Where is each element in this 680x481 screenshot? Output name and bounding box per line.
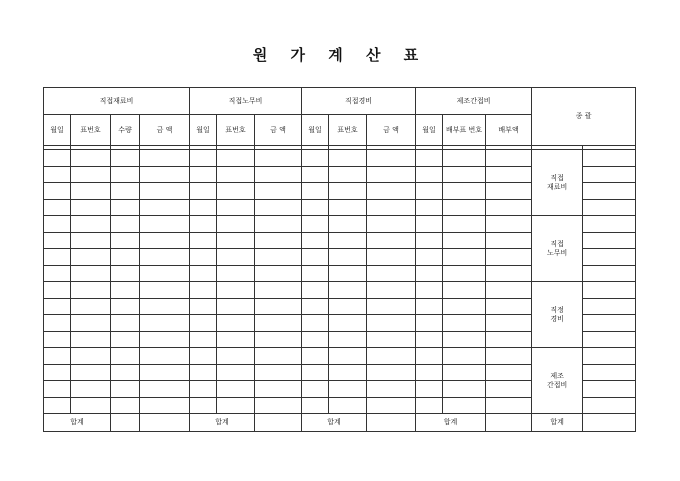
summary-amount-cell[interactable] (583, 348, 636, 365)
ledger-cell[interactable] (140, 249, 190, 266)
summary-amount-cell[interactable] (583, 216, 636, 233)
ledger-cell[interactable] (416, 183, 443, 200)
ledger-cell[interactable] (111, 397, 140, 414)
ledger-cell[interactable] (443, 282, 486, 299)
ledger-cell[interactable] (486, 381, 532, 398)
ledger-cell[interactable] (416, 150, 443, 167)
ledger-cell[interactable] (486, 364, 532, 381)
ledger-cell[interactable] (44, 331, 71, 348)
ledger-cell[interactable] (329, 265, 367, 282)
ledger-cell[interactable] (416, 166, 443, 183)
ledger-cell[interactable] (416, 249, 443, 266)
total-label: 합계 (190, 414, 255, 432)
summary-amount-cell[interactable] (583, 315, 636, 332)
ledger-cell[interactable] (190, 265, 217, 282)
col-header-date: 월일 (302, 115, 329, 146)
ledger-cell[interactable] (443, 315, 486, 332)
ledger-cell[interactable] (190, 166, 217, 183)
summary-category-label (532, 150, 583, 216)
ledger-cell[interactable] (190, 150, 217, 167)
ledger-cell[interactable] (443, 348, 486, 365)
total-amount-cell[interactable] (140, 414, 190, 432)
ledger-cell[interactable] (217, 315, 255, 332)
ledger-cell[interactable] (217, 199, 255, 216)
ledger-cell[interactable] (302, 232, 329, 249)
ledger-row (44, 150, 636, 167)
ledger-cell[interactable] (140, 166, 190, 183)
total-amount-cell[interactable] (255, 414, 302, 432)
ledger-cell[interactable] (486, 348, 532, 365)
ledger-cell[interactable] (111, 364, 140, 381)
ledger-cell[interactable] (111, 199, 140, 216)
ledger-cell[interactable] (367, 381, 416, 398)
ledger-cell[interactable] (367, 216, 416, 233)
ledger-cell[interactable] (140, 282, 190, 299)
ledger-cell[interactable] (329, 364, 367, 381)
ledger-cell[interactable] (217, 298, 255, 315)
ledger-cell[interactable] (44, 216, 71, 233)
ledger-cell[interactable] (255, 150, 302, 167)
ledger-cell[interactable] (486, 282, 532, 299)
ledger-cell[interactable] (255, 397, 302, 414)
ledger-cell[interactable] (302, 265, 329, 282)
ledger-cell[interactable] (111, 150, 140, 167)
ledger-cell[interactable] (443, 298, 486, 315)
ledger-cell[interactable] (111, 331, 140, 348)
ledger-cell[interactable] (416, 265, 443, 282)
ledger-cell[interactable] (443, 381, 486, 398)
ledger-cell[interactable] (71, 397, 111, 414)
ledger-cell[interactable] (255, 249, 302, 266)
ledger-cell[interactable] (443, 397, 486, 414)
ledger-cell[interactable] (255, 265, 302, 282)
ledger-cell[interactable] (302, 183, 329, 200)
ledger-cell[interactable] (44, 282, 71, 299)
ledger-cell[interactable] (255, 298, 302, 315)
ledger-cell[interactable] (486, 315, 532, 332)
ledger-cell[interactable] (217, 381, 255, 398)
col-header-doc-no: 표번호 (217, 115, 255, 146)
ledger-cell[interactable] (329, 150, 367, 167)
ledger-cell[interactable] (44, 249, 71, 266)
ledger-cell[interactable] (255, 166, 302, 183)
summary-amount-cell[interactable] (583, 150, 636, 167)
group-labor: 직접노무비 (190, 88, 302, 115)
ledger-cell[interactable] (44, 348, 71, 365)
ledger-cell[interactable] (71, 381, 111, 398)
ledger-cell[interactable] (416, 216, 443, 233)
ledger-cell[interactable] (329, 381, 367, 398)
ledger-cell[interactable] (367, 166, 416, 183)
ledger-cell[interactable] (255, 348, 302, 365)
ledger-cell[interactable] (44, 232, 71, 249)
ledger-cell[interactable] (367, 298, 416, 315)
ledger-cell[interactable] (416, 348, 443, 365)
ledger-cell[interactable] (44, 315, 71, 332)
ledger-row (44, 216, 636, 233)
ledger-cell[interactable] (329, 216, 367, 233)
ledger-cell[interactable] (367, 348, 416, 365)
total-row (44, 414, 636, 432)
ledger-cell[interactable] (302, 397, 329, 414)
ledger-cell[interactable] (71, 331, 111, 348)
total-amount-cell[interactable] (111, 414, 140, 432)
ledger-cell[interactable] (190, 315, 217, 332)
ledger-cell[interactable] (71, 315, 111, 332)
ledger-cell[interactable] (367, 150, 416, 167)
ledger-cell[interactable] (329, 348, 367, 365)
ledger-cell[interactable] (486, 249, 532, 266)
ledger-cell[interactable] (443, 216, 486, 233)
ledger-cell[interactable] (486, 265, 532, 282)
ledger-cell[interactable] (71, 348, 111, 365)
ledger-cell[interactable] (416, 331, 443, 348)
ledger-cell[interactable] (217, 265, 255, 282)
ledger-cell[interactable] (255, 364, 302, 381)
ledger-cell[interactable] (217, 364, 255, 381)
ledger-cell[interactable] (486, 298, 532, 315)
summary-amount-cell[interactable] (583, 331, 636, 348)
ledger-cell[interactable] (71, 249, 111, 266)
ledger-cell[interactable] (190, 381, 217, 398)
summary-category-label (532, 348, 583, 414)
col-header-date: 월일 (416, 115, 443, 146)
ledger-cell[interactable] (44, 150, 71, 167)
summary-amount-cell[interactable] (583, 381, 636, 398)
summary-label-line2: 노무비 (546, 248, 568, 257)
ledger-cell[interactable] (190, 249, 217, 266)
summary-amount-cell[interactable] (583, 199, 636, 216)
ledger-cell[interactable] (44, 364, 71, 381)
ledger-cell[interactable] (443, 183, 486, 200)
ledger-cell[interactable] (302, 348, 329, 365)
group-header-row (44, 88, 636, 115)
ledger-cell[interactable] (140, 265, 190, 282)
summary-amount-cell[interactable] (583, 166, 636, 183)
ledger-cell[interactable] (329, 298, 367, 315)
summary-label-line1: 제조 (550, 371, 564, 380)
ledger-cell[interactable] (71, 166, 111, 183)
total-label: 합계 (532, 414, 583, 432)
summary-amount-cell[interactable] (583, 298, 636, 315)
ledger-cell[interactable] (302, 166, 329, 183)
ledger-cell[interactable] (329, 199, 367, 216)
group-expense: 직접경비 (302, 88, 416, 115)
ledger-cell[interactable] (44, 183, 71, 200)
ledger-cell[interactable] (71, 265, 111, 282)
ledger-cell[interactable] (302, 381, 329, 398)
ledger-cell[interactable] (486, 199, 532, 216)
ledger-cell[interactable] (217, 216, 255, 233)
ledger-cell[interactable] (44, 199, 71, 216)
ledger-cell[interactable] (416, 199, 443, 216)
ledger-cell[interactable] (302, 199, 329, 216)
cost-ledger-table (43, 87, 636, 432)
col-header-date: 월일 (190, 115, 217, 146)
summary-amount-cell[interactable] (583, 397, 636, 414)
ledger-cell[interactable] (217, 249, 255, 266)
ledger-cell[interactable] (190, 199, 217, 216)
ledger-cell[interactable] (111, 348, 140, 365)
ledger-cell[interactable] (111, 166, 140, 183)
ledger-cell[interactable] (443, 249, 486, 266)
ledger-cell[interactable] (486, 232, 532, 249)
ledger-cell[interactable] (217, 166, 255, 183)
ledger-cell[interactable] (443, 199, 486, 216)
ledger-cell[interactable] (367, 397, 416, 414)
ledger-cell[interactable] (71, 150, 111, 167)
ledger-cell[interactable] (140, 348, 190, 365)
total-amount-cell[interactable] (486, 414, 532, 432)
ledger-cell[interactable] (140, 199, 190, 216)
ledger-cell[interactable] (367, 331, 416, 348)
ledger-cell[interactable] (111, 381, 140, 398)
ledger-cell[interactable] (111, 249, 140, 266)
col-header-alloc-doc-no: 배부표 번호 (443, 115, 486, 146)
ledger-cell[interactable] (367, 315, 416, 332)
col-header-doc-no: 표번호 (71, 115, 111, 146)
ledger-cell[interactable] (302, 282, 329, 299)
ledger-cell[interactable] (329, 183, 367, 200)
ledger-cell[interactable] (416, 232, 443, 249)
ledger-cell[interactable] (190, 397, 217, 414)
total-label: 합계 (44, 414, 111, 432)
ledger-cell[interactable] (140, 150, 190, 167)
ledger-cell[interactable] (416, 381, 443, 398)
group-overhead: 제조간접비 (416, 88, 532, 115)
ledger-cell[interactable] (217, 232, 255, 249)
ledger-cell[interactable] (44, 265, 71, 282)
ledger-cell[interactable] (329, 166, 367, 183)
ledger-cell[interactable] (486, 216, 532, 233)
summary-amount-cell[interactable] (583, 364, 636, 381)
ledger-cell[interactable] (416, 282, 443, 299)
summary-label-line1: 직정 (550, 305, 564, 314)
ledger-cell[interactable] (302, 364, 329, 381)
ledger-cell[interactable] (443, 331, 486, 348)
ledger-cell[interactable] (367, 265, 416, 282)
ledger-cell[interactable] (140, 298, 190, 315)
ledger-cell[interactable] (111, 265, 140, 282)
ledger-cell[interactable] (367, 282, 416, 299)
ledger-cell[interactable] (217, 282, 255, 299)
ledger-cell[interactable] (71, 232, 111, 249)
ledger-cell[interactable] (190, 331, 217, 348)
ledger-cell[interactable] (44, 166, 71, 183)
ledger-cell[interactable] (140, 331, 190, 348)
ledger-cell[interactable] (255, 331, 302, 348)
ledger-cell[interactable] (486, 150, 532, 167)
page-title: 원 가 계 산 표 (252, 46, 428, 64)
summary-amount-cell[interactable] (583, 232, 636, 249)
ledger-cell[interactable] (190, 348, 217, 365)
col-header-quantity: 수량 (111, 115, 140, 146)
ledger-cell[interactable] (140, 232, 190, 249)
ledger-cell[interactable] (329, 397, 367, 414)
col-header-amount: 금 액 (367, 115, 416, 146)
ledger-cell[interactable] (329, 232, 367, 249)
total-amount-cell[interactable] (367, 414, 416, 432)
group-material: 직접재료비 (44, 88, 190, 115)
summary-label-line2: 경비 (550, 314, 564, 323)
ledger-cell[interactable] (190, 282, 217, 299)
ledger-cell[interactable] (443, 364, 486, 381)
ledger-cell[interactable] (443, 166, 486, 183)
ledger-cell[interactable] (217, 150, 255, 167)
ledger-cell[interactable] (44, 397, 71, 414)
ledger-cell[interactable] (140, 216, 190, 233)
ledger-cell[interactable] (71, 282, 111, 299)
ledger-cell[interactable] (443, 150, 486, 167)
ledger-cell[interactable] (71, 199, 111, 216)
ledger-cell[interactable] (367, 364, 416, 381)
ledger-cell[interactable] (111, 315, 140, 332)
ledger-cell[interactable] (486, 166, 532, 183)
summary-amount-cell[interactable] (583, 183, 636, 200)
col-header-amount: 금 액 (255, 115, 302, 146)
ledger-cell[interactable] (140, 397, 190, 414)
ledger-cell[interactable] (443, 265, 486, 282)
ledger-cell[interactable] (329, 282, 367, 299)
ledger-cell[interactable] (255, 183, 302, 200)
col-header-doc-no: 표번호 (329, 115, 367, 146)
ledger-cell[interactable] (44, 381, 71, 398)
ledger-cell[interactable] (416, 298, 443, 315)
col-header-amount: 금 액 (140, 115, 190, 146)
ledger-cell[interactable] (329, 249, 367, 266)
ledger-cell[interactable] (302, 216, 329, 233)
ledger-cell[interactable] (302, 249, 329, 266)
ledger-cell[interactable] (255, 282, 302, 299)
ledger-cell[interactable] (217, 348, 255, 365)
col-header-alloc-amount: 배부액 (486, 115, 532, 146)
ledger-cell[interactable] (111, 216, 140, 233)
ledger-cell[interactable] (329, 331, 367, 348)
ledger-cell[interactable] (255, 315, 302, 332)
ledger-cell[interactable] (217, 183, 255, 200)
ledger-cell[interactable] (71, 183, 111, 200)
ledger-cell[interactable] (255, 199, 302, 216)
col-header-date: 월일 (44, 115, 71, 146)
ledger-cell[interactable] (111, 298, 140, 315)
group-summary: 종 괄 (532, 88, 636, 146)
summary-category-label (532, 282, 583, 348)
ledger-cell[interactable] (190, 216, 217, 233)
ledger-cell[interactable] (190, 232, 217, 249)
ledger-cell[interactable] (486, 331, 532, 348)
summary-category-label (532, 216, 583, 282)
summary-label-line1: 직접 (550, 239, 564, 248)
ledger-cell[interactable] (416, 364, 443, 381)
ledger-cell[interactable] (302, 150, 329, 167)
total-amount-cell[interactable] (583, 414, 636, 432)
ledger-cell[interactable] (416, 397, 443, 414)
ledger-cell[interactable] (255, 381, 302, 398)
ledger-cell[interactable] (71, 298, 111, 315)
ledger-cell[interactable] (367, 232, 416, 249)
ledger-cell[interactable] (111, 183, 140, 200)
ledger-cell[interactable] (111, 232, 140, 249)
ledger-cell[interactable] (140, 381, 190, 398)
ledger-cell[interactable] (367, 249, 416, 266)
total-label: 합계 (416, 414, 486, 432)
ledger-cell[interactable] (443, 232, 486, 249)
ledger-cell[interactable] (217, 331, 255, 348)
summary-label-line2: 간접비 (546, 380, 568, 389)
ledger-cell[interactable] (140, 315, 190, 332)
total-label: 합계 (302, 414, 367, 432)
ledger-cell[interactable] (111, 282, 140, 299)
ledger-cell[interactable] (367, 199, 416, 216)
ledger-cell[interactable] (486, 183, 532, 200)
ledger-cell[interactable] (302, 331, 329, 348)
ledger-cell[interactable] (190, 298, 217, 315)
ledger-cell[interactable] (302, 298, 329, 315)
ledger-cell[interactable] (255, 216, 302, 233)
ledger-cell[interactable] (190, 364, 217, 381)
summary-amount-cell[interactable] (583, 265, 636, 282)
ledger-row (44, 282, 636, 299)
ledger-cell[interactable] (190, 183, 217, 200)
ledger-cell[interactable] (140, 183, 190, 200)
ledger-row (44, 348, 636, 365)
summary-label-line1: 직접 (550, 173, 564, 182)
ledger-cell[interactable] (302, 315, 329, 332)
ledger-cell[interactable] (486, 397, 532, 414)
ledger-cell[interactable] (329, 315, 367, 332)
summary-amount-cell[interactable] (583, 282, 636, 299)
ledger-cell[interactable] (217, 397, 255, 414)
ledger-cell[interactable] (255, 232, 302, 249)
ledger-cell[interactable] (367, 183, 416, 200)
ledger-cell[interactable] (71, 216, 111, 233)
summary-amount-cell[interactable] (583, 249, 636, 266)
ledger-cell[interactable] (140, 364, 190, 381)
summary-label-line2: 재료비 (546, 182, 568, 191)
ledger-cell[interactable] (416, 315, 443, 332)
ledger-cell[interactable] (71, 364, 111, 381)
ledger-cell[interactable] (44, 298, 71, 315)
